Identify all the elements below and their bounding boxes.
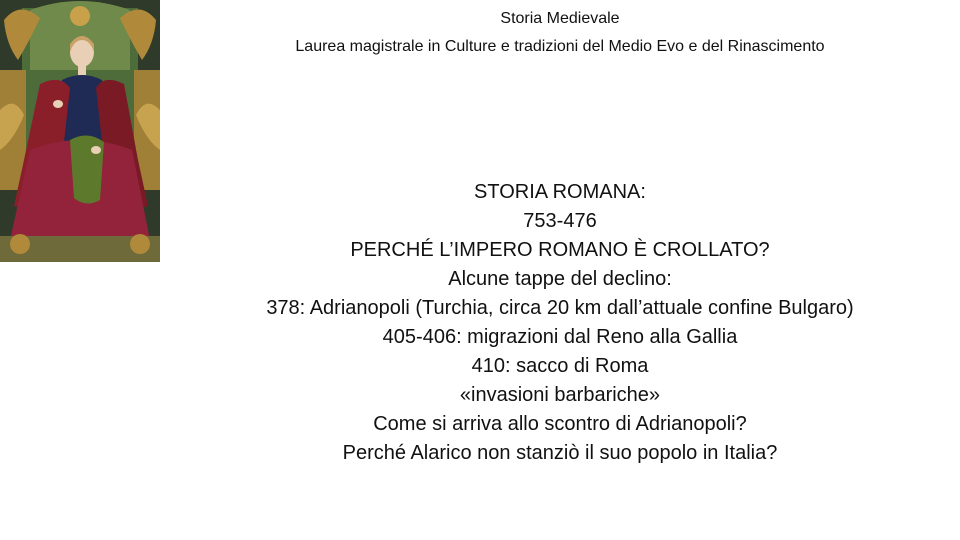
main-question: PERCHÉ L’IMPERO ROMANO È CROLLATO?	[350, 239, 770, 261]
list-intro: Alcune tappe del declino:	[448, 268, 672, 290]
list-item: 410: sacco di Roma	[471, 355, 649, 377]
section-heading: STORIA ROMANA:	[474, 181, 646, 203]
quoted-term: «invasioni barbariche»	[459, 384, 661, 406]
slide-header	[160, 5, 960, 61]
question: Perché Alarico non stanziò il suo popolo in Italia?	[342, 442, 778, 464]
slide-body	[160, 178, 960, 468]
program-title: Laurea magistrale in Culture e tradizioni del Medio Evo e del Rinascimento	[295, 38, 825, 55]
course-title: Storia Medievale	[500, 10, 620, 27]
painting-image	[0, 0, 160, 262]
question: Come si arriva allo scontro di Adrianopoli?	[373, 413, 747, 435]
list-item: 405-406: migrazioni dal Reno alla Gallia	[382, 326, 738, 348]
date-range: 753-476	[523, 210, 597, 232]
list-item: 378: Adrianopoli (Turchia, circa 20 km dall’attuale confine Bulgaro)	[266, 297, 854, 319]
